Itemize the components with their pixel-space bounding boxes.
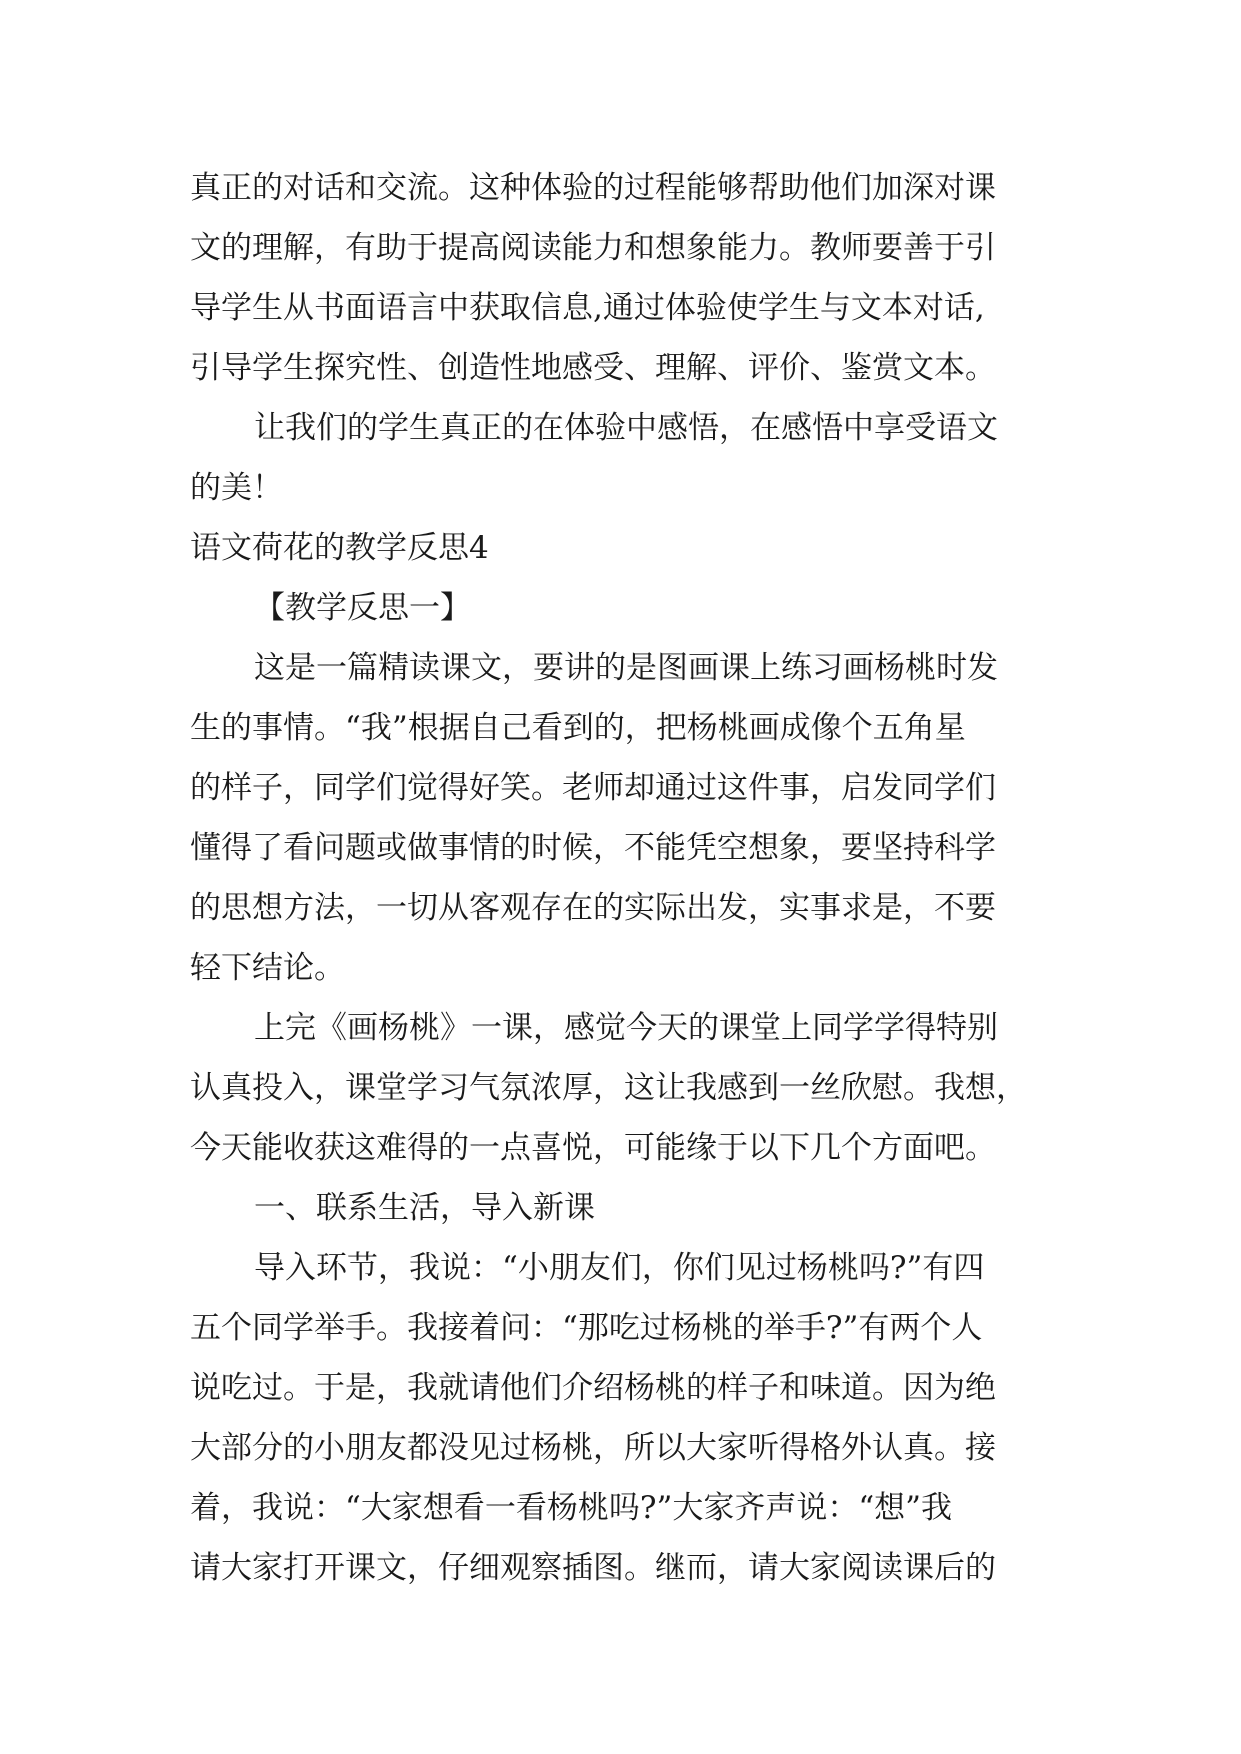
text-line: 真正的对话和交流。这种体验的过程能够帮助他们加深对课 (190, 170, 996, 206)
text-line: 轻下结论。 (190, 950, 345, 986)
text-line: 懂得了看问题或做事情的时候，不能凭空想象，要坚持科学 (190, 830, 996, 866)
text-line: 今天能收获这难得的一点喜悦，可能缘于以下几个方面吧。 (190, 1130, 996, 1166)
text-line: 导学生从书面语言中获取信息,通过体验使学生与文本对话, (190, 290, 985, 326)
section-heading: 语文荷花的教学反思4 (190, 530, 489, 566)
text-line: 文的理解，有助于提高阅读能力和想象能力。教师要善于引 (190, 230, 996, 266)
text-line: 这是一篇精读课文，要讲的是图画课上练习画杨桃时发 (254, 650, 998, 686)
text-line: 生的事情。“我”根据自己看到的，把杨桃画成像个五角星 (190, 710, 966, 746)
text-line: 上完《画杨桃》一课，感觉今天的课堂上同学学得特别 (254, 1010, 998, 1046)
text-line: 请大家打开课文，仔细观察插图。继而，请大家阅读课后的 (190, 1550, 996, 1586)
text-line: 五个同学举手。我接着问：“那吃过杨桃的举手?”有两个人 (190, 1310, 983, 1346)
text-line: 大部分的小朋友都没见过杨桃，所以大家听得格外认真。接 (190, 1430, 996, 1466)
text-line: 说吃过。于是，我就请他们介绍杨桃的样子和味道。因为绝 (190, 1370, 996, 1406)
text-line: 的样子，同学们觉得好笑。老师却通过这件事，启发同学们 (190, 770, 996, 806)
list-heading: 一、联系生活，导入新课 (254, 1190, 595, 1226)
text-line: 引导学生探究性、创造性地感受、理解、评价、鉴赏文本。 (190, 350, 996, 386)
text-line: 着，我说：“大家想看一看杨桃吗?”大家齐声说：“想”我 (190, 1490, 953, 1526)
text-line: 的美！ (190, 470, 283, 506)
subsection-heading: 【教学反思一】 (254, 590, 471, 626)
text-line: 的思想方法，一切从客观存在的实际出发，实事求是，不要 (190, 890, 996, 926)
text-line: 认真投入，课堂学习气氛浓厚，这让我感到一丝欣慰。我想， (190, 1070, 1027, 1106)
text-line: 让我们的学生真正的在体验中感悟，在感悟中享受语文 (254, 410, 998, 446)
text-line: 导入环节，我说：“小朋友们，你们见过杨桃吗?”有四 (254, 1250, 985, 1286)
